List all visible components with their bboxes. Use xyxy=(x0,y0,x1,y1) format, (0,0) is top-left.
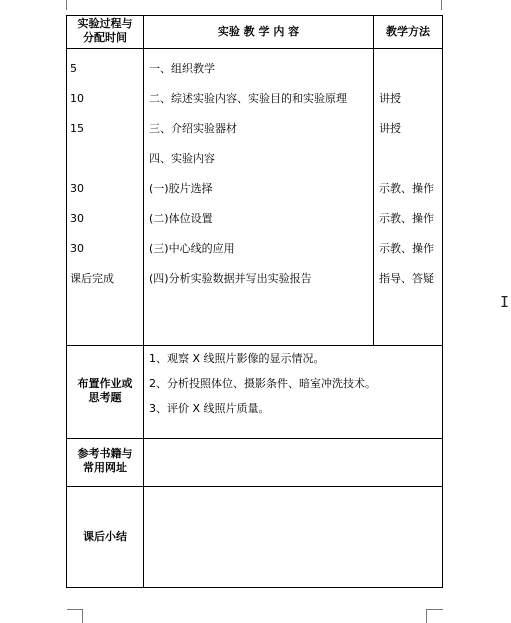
row-content: (三)中心线的应用 xyxy=(149,242,235,255)
row-method: 示教、操作 xyxy=(379,182,434,195)
row-time: 15 xyxy=(70,122,84,135)
row-time: 10 xyxy=(70,92,84,105)
row-content: 四、实验内容 xyxy=(149,152,215,165)
crop-mark-bottom-right-h xyxy=(426,609,443,610)
homework-item: 2、分析投照体位、摄影条件、暗室冲洗技术。 xyxy=(149,377,376,390)
text-cursor-icon: I xyxy=(500,293,510,311)
homework-label-line2: 思考题 xyxy=(88,391,122,404)
row-time: 30 xyxy=(70,242,84,255)
row-time: 课后完成 xyxy=(70,272,114,285)
row-time: 5 xyxy=(70,62,77,75)
header-time-label-line1: 实验过程与 xyxy=(77,17,133,30)
row-method: 指导、答疑 xyxy=(379,272,434,285)
row-content: (二)体位设置 xyxy=(149,212,213,225)
crop-mark-bottom-left-h xyxy=(67,609,83,610)
row-content: 一、组织教学 xyxy=(149,62,215,75)
crop-mark-top-right xyxy=(441,0,442,10)
header-content-label: 实验 教 学 内 容 xyxy=(217,25,300,38)
crop-mark-top-left xyxy=(66,0,67,10)
row-content: (四)分析实验数据并写出实验报告 xyxy=(149,272,312,285)
row-time: 30 xyxy=(70,182,84,195)
row-content: 二、综述实验内容、实验目的和实验原理 xyxy=(149,92,347,105)
references-label-line2: 常用网址 xyxy=(83,461,127,474)
header-method-label: 教学方法 xyxy=(386,25,430,38)
row-method: 示教、操作 xyxy=(379,212,434,225)
homework-item: 3、评价 X 线照片质量。 xyxy=(149,402,270,415)
row-method: 讲授 xyxy=(379,122,401,135)
row-content: 三、介绍实验器材 xyxy=(149,122,237,135)
crop-mark-bottom-right-v xyxy=(426,609,427,623)
row-method: 讲授 xyxy=(379,92,401,105)
homework-item: 1、观察 X 线照片影像的显示情况。 xyxy=(149,352,325,365)
header-time-label-line2: 分配时间 xyxy=(83,31,127,44)
references-label-line1: 参考书籍与 xyxy=(77,447,133,460)
homework-label-line1: 布置作业或 xyxy=(77,377,133,390)
row-time: 30 xyxy=(70,212,84,225)
crop-mark-bottom-left-v xyxy=(82,609,83,623)
summary-label: 课后小结 xyxy=(83,530,127,543)
row-content: (一)胶片选择 xyxy=(149,182,213,195)
row-method: 示教、操作 xyxy=(379,242,434,255)
